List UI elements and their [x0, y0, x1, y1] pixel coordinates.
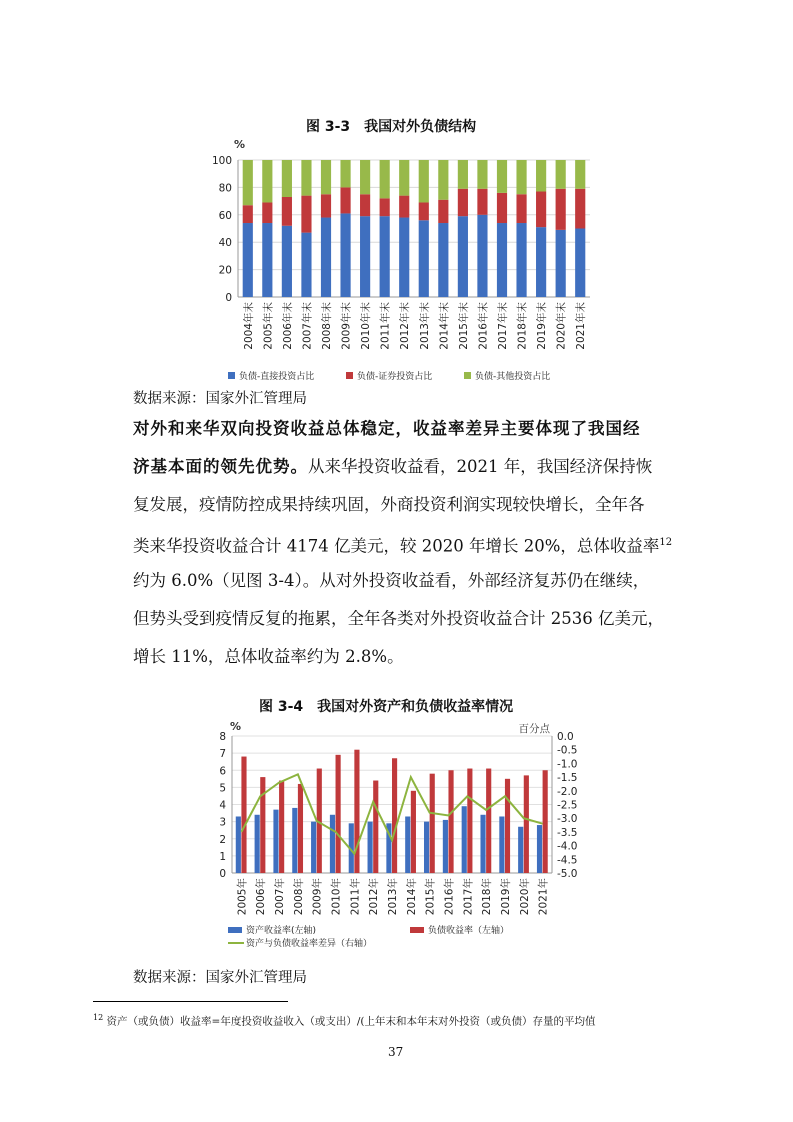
legend-label: 资产与负债收益率差异（右轴）	[246, 939, 373, 949]
bar-segment	[399, 160, 409, 196]
y-tick-label: 0	[225, 292, 232, 304]
x-tick-label: 2016年末	[477, 302, 490, 350]
bar-segment	[477, 215, 487, 297]
bar-segment	[516, 223, 526, 297]
bar-segment	[301, 196, 311, 233]
bar-segment	[380, 198, 390, 216]
bar	[405, 816, 410, 873]
left-tick-label: 7	[219, 748, 226, 761]
bar-segment	[458, 189, 468, 216]
bar-segment	[282, 197, 292, 226]
x-tick-label: 2006年末	[281, 302, 294, 350]
body-line-5: 约为 6.0%（见图 3-4）。从对外投资收益看，外部经济复苏仍在继续，	[133, 571, 650, 590]
bar	[467, 769, 472, 873]
bar-segment	[360, 160, 370, 194]
bar-segment	[458, 216, 468, 297]
body-line-1: 对外和来华双向投资收益总体稳定，收益率差异主要体现了我国经	[133, 419, 641, 438]
bar-segment	[262, 202, 272, 223]
bar	[260, 777, 265, 873]
y-tick-label: 40	[218, 237, 232, 250]
bar	[424, 822, 429, 873]
figure1-source: 数据来源：国家外汇管理局	[133, 391, 307, 407]
legend-label: 资产收益率(左轴)	[246, 926, 317, 936]
right-tick-label: -4.5	[557, 854, 578, 867]
legend-label: 负债-直接投资占比	[239, 372, 315, 382]
bar-segment	[536, 192, 546, 228]
figure1-chart	[200, 136, 600, 384]
x-tick-label: 2005年末	[262, 302, 275, 350]
bar-segment	[399, 218, 409, 297]
x-tick-label: 2018年	[481, 878, 494, 916]
bar-segment	[575, 189, 585, 229]
x-tick-label: 2008年	[292, 878, 305, 916]
bar-segment	[516, 160, 526, 194]
right-tick-label: -2.0	[557, 785, 578, 798]
bar	[392, 758, 397, 873]
x-tick-label: 2021年	[537, 878, 550, 916]
footnote-number: 12	[93, 1013, 104, 1022]
bar-segment	[477, 189, 487, 215]
bar-segment	[340, 160, 350, 187]
x-tick-label: 2013年末	[418, 302, 431, 350]
bar-segment	[497, 160, 507, 193]
bar-segment	[243, 205, 253, 223]
bar-segment	[419, 160, 429, 202]
bar-segment	[262, 223, 272, 297]
x-tick-label: 2019年	[499, 878, 512, 916]
left-tick-label: 6	[219, 765, 226, 778]
bar-segment	[536, 160, 546, 192]
figure2-source: 数据来源：国家外汇管理局	[133, 970, 307, 986]
x-tick-label: 2012年末	[399, 302, 412, 350]
x-tick-label: 2015年	[424, 878, 437, 916]
bar	[448, 770, 453, 873]
bar	[279, 781, 284, 873]
bar	[543, 770, 548, 873]
bar	[430, 774, 435, 873]
right-tick-label: 0.0	[557, 731, 574, 743]
bar	[236, 816, 241, 873]
bar	[273, 810, 278, 873]
bar	[537, 825, 542, 873]
bar-segment	[340, 213, 350, 297]
bar-segment	[575, 229, 585, 298]
bar-segment	[262, 160, 272, 202]
bar	[368, 822, 373, 873]
bar-segment	[360, 194, 370, 216]
left-tick-label: 1	[219, 850, 226, 863]
left-tick-label: 3	[219, 816, 226, 829]
body-line-4: 类来华投资收益合计 4174 亿美元，较 2020 年增长 20%，总体收益率$^{12}$	[133, 536, 673, 556]
bar	[373, 781, 378, 873]
bar	[298, 784, 303, 873]
x-tick-label: 2017年末	[497, 302, 509, 350]
right-tick-label: -3.5	[557, 826, 578, 839]
footnote	[93, 1013, 595, 1029]
bar-segment	[380, 160, 390, 198]
bar-segment	[556, 160, 566, 189]
y-tick-label: 80	[218, 182, 232, 195]
bar-segment	[282, 226, 292, 297]
bar-segment	[340, 187, 350, 213]
legend-label: 负债收益率（左轴）	[428, 926, 510, 936]
right-tick-label: -4.0	[557, 840, 578, 853]
x-tick-label: 2017年	[462, 878, 475, 916]
x-tick-label: 2020年末	[555, 302, 568, 350]
bar-segment	[243, 223, 253, 297]
bar	[499, 816, 504, 873]
bar	[255, 815, 260, 873]
x-tick-label: 2008年末	[321, 302, 333, 350]
legend-label: 负债-其他投资占比	[475, 372, 551, 382]
figure1-title: 图 3-3 我国对外负债结构	[306, 119, 477, 135]
legend-swatch	[346, 372, 353, 379]
body-line-6: 但势头受到疫情反复的拖累，全年各类对外投资收益合计 2536 亿美元，	[133, 609, 664, 628]
bar-segment	[497, 193, 507, 223]
x-tick-label: 2007年	[274, 878, 287, 916]
legend-label: 负债-证券投资占比	[357, 372, 433, 382]
left-axis-unit: %	[230, 720, 242, 733]
x-tick-label: 2014年末	[438, 302, 451, 350]
bar-segment	[438, 200, 448, 223]
body-line-2: 济基本面的领先优势。从来华投资收益看，2021 年，我国经济保持恢	[133, 457, 653, 476]
bar-segment	[477, 160, 487, 189]
bar-segment	[321, 218, 331, 297]
left-tick-label: 5	[219, 782, 226, 795]
bar	[480, 815, 485, 873]
legend-swatch	[410, 927, 424, 933]
bar-segment	[380, 216, 390, 297]
x-tick-label: 2012年	[368, 878, 381, 916]
bar-segment	[438, 160, 448, 200]
x-tick-label: 2009年末	[340, 302, 353, 350]
x-tick-label: 2020年	[518, 878, 531, 916]
bar-segment	[301, 160, 311, 196]
x-tick-label: 2016年	[443, 878, 456, 916]
x-tick-label: 2014年	[405, 878, 418, 916]
left-tick-label: 2	[219, 833, 226, 846]
x-tick-label: 2006年	[255, 878, 268, 916]
x-tick-label: 2010年末	[360, 302, 373, 350]
bar-segment	[301, 233, 311, 297]
bar-segment	[575, 160, 585, 189]
bar-segment	[438, 223, 448, 297]
bar-segment	[282, 160, 292, 197]
bar	[518, 827, 523, 873]
legend-swatch	[228, 372, 235, 379]
left-tick-label: 8	[219, 731, 226, 743]
bar-segment	[556, 189, 566, 230]
bar	[505, 779, 510, 873]
right-tick-label: -1.5	[557, 772, 578, 785]
x-tick-label: 2004年末	[242, 302, 255, 350]
right-axis-unit: 百分点	[518, 723, 550, 735]
bar-segment	[321, 194, 331, 217]
left-tick-label: 0	[219, 868, 226, 880]
bar	[411, 791, 416, 873]
y-tick-label: 20	[218, 264, 232, 277]
bar-segment	[516, 194, 526, 223]
bar	[311, 822, 316, 873]
body-line-7: 增长 11%，总体收益率约为 2.8%。	[133, 647, 404, 666]
x-tick-label: 2021年末	[575, 302, 588, 350]
y-tick-label: 60	[218, 209, 232, 222]
bar-segment	[419, 202, 429, 220]
right-tick-label: -0.5	[557, 744, 578, 757]
footnote-rule	[93, 1001, 288, 1002]
bar	[524, 775, 529, 873]
bar-segment	[360, 216, 370, 297]
y-tick-label: 100	[211, 155, 232, 167]
x-tick-label: 2007年末	[301, 302, 314, 350]
bar-segment	[497, 223, 507, 297]
bar	[336, 755, 341, 873]
legend-swatch	[464, 372, 471, 379]
left-tick-label: 4	[219, 799, 226, 812]
x-tick-label: 2013年	[387, 878, 399, 916]
bar-segment	[321, 160, 331, 194]
x-tick-label: 2011年	[349, 878, 362, 916]
figure2-title: 图 3-4 我国对外资产和负债收益率情况	[259, 699, 514, 715]
x-tick-label: 2015年末	[457, 302, 470, 350]
body-paragraph	[133, 410, 693, 676]
right-tick-label: -2.5	[557, 799, 578, 812]
footnote-ref: 12	[659, 537, 673, 548]
footnote-text: 资产（或负债）收益率=年度投资收益收入（或支出）/(上年末和本年末对外投资（或负债）存量的平均值	[106, 1015, 596, 1028]
bar-segment	[399, 196, 409, 218]
x-tick-label: 2009年	[311, 878, 324, 916]
bar	[443, 820, 448, 873]
bar-segment	[419, 220, 429, 297]
bar	[241, 757, 246, 873]
x-tick-label: 2005年	[236, 878, 249, 916]
y-unit-label: %	[234, 138, 246, 151]
bar	[292, 808, 297, 873]
bar	[330, 815, 335, 873]
body-line-3: 复发展，疫情防控成果持续巩固，外商投资利润实现较快增长，全年各	[133, 495, 645, 514]
x-tick-label: 2019年末	[536, 302, 549, 350]
right-tick-label: -5.0	[557, 868, 578, 880]
x-tick-label: 2011年末	[379, 302, 392, 350]
bar-segment	[536, 227, 546, 297]
bar	[462, 806, 467, 873]
bar-segment	[243, 160, 253, 205]
right-tick-label: -1.0	[557, 758, 578, 771]
x-tick-label: 2018年末	[516, 302, 529, 350]
page-number: 37	[388, 1045, 404, 1059]
bar-segment	[458, 160, 468, 189]
figure2-chart	[200, 718, 600, 958]
bar-segment	[556, 230, 566, 297]
bar	[486, 769, 491, 873]
legend-swatch	[228, 927, 242, 933]
right-tick-label: -3.0	[557, 813, 578, 826]
x-tick-label: 2010年	[330, 878, 343, 916]
